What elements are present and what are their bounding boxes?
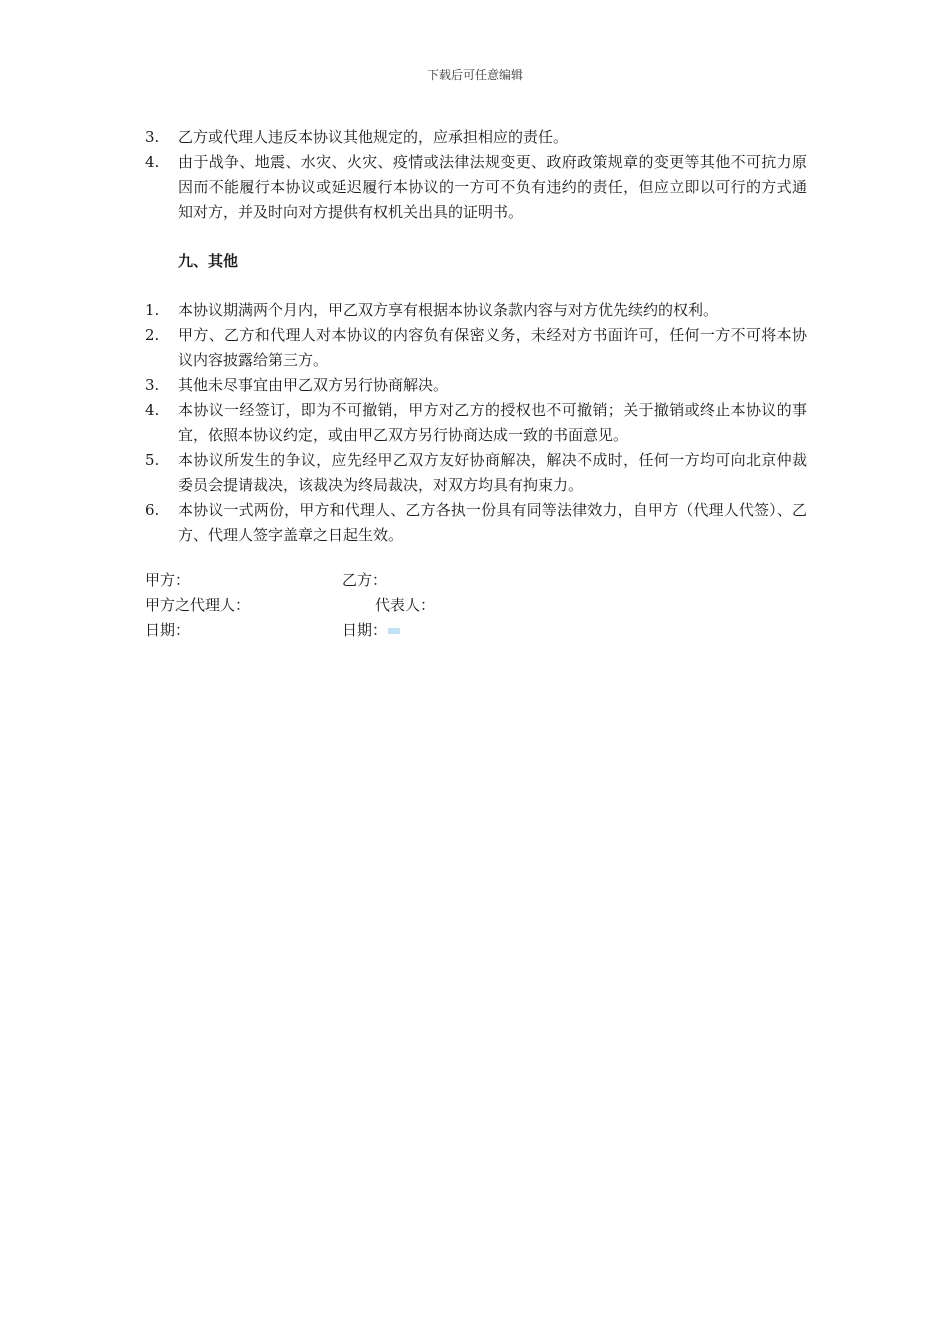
list-item-text: 乙方或代理人违反本协议其他规定的，应承担相应的责任。	[178, 128, 569, 146]
page-header: 下载后可任意编辑	[426, 68, 523, 82]
date-right-label: 日期：	[342, 621, 388, 639]
list-item	[145, 125, 807, 150]
date-right-cell	[342, 618, 807, 643]
list-item-text: 本协议一式两份，甲方和代理人、乙方各执一份具有同等法律效力，自甲方（代理人代签）、乙方、代理人签字盖章之日起生效。	[178, 501, 807, 544]
list-item	[145, 323, 807, 373]
party-a-agent-label: 甲方之代理人：	[145, 596, 251, 614]
representative-label: 代表人：	[375, 596, 436, 614]
list-item	[145, 498, 807, 548]
list-item-number: 1.	[145, 301, 160, 319]
section-heading: 九、其他	[178, 252, 239, 270]
section9-list	[145, 298, 807, 548]
document-body	[145, 125, 807, 643]
party-a-label: 甲方：	[145, 571, 191, 589]
list-item-number: 4.	[145, 401, 160, 419]
list-item-text: 本协议所发生的争议，应先经甲乙双方友好协商解决，解决不成时，任何一方均可向北京仲裁委员会提请裁决，该裁决为终局裁决，对双方均具有拘束力。	[178, 451, 807, 494]
list-item-number: 4.	[145, 153, 160, 171]
list-item	[145, 298, 807, 323]
list-item-text: 甲方、乙方和代理人对本协议的内容负有保密义务，未经对方书面许可，任何一方不可将本协议内容披露给第三方。	[178, 326, 807, 369]
section8-list	[145, 125, 807, 225]
list-item	[145, 448, 807, 498]
list-item-number: 2.	[145, 326, 160, 344]
list-item-number: 3.	[145, 376, 160, 394]
signature-row	[145, 568, 807, 593]
list-item	[145, 373, 807, 398]
list-item-number: 6.	[145, 501, 160, 519]
date-left-label: 日期：	[145, 621, 191, 639]
party-b-label: 乙方：	[342, 571, 388, 589]
signature-row	[145, 618, 807, 643]
list-item-text: 本协议期满两个月内，甲乙双方享有根据本协议条款内容与对方优先续约的权利。	[178, 301, 719, 319]
list-item-number: 3.	[145, 128, 160, 146]
text-highlight-mark	[388, 628, 400, 634]
list-item-text: 其他未尽事宜由甲乙双方另行协商解决。	[178, 376, 449, 394]
signature-block	[145, 568, 807, 643]
list-item-text: 本协议一经签订，即为不可撤销，甲方对乙方的授权也不可撤销；关于撤销或终止本协议的事宜，依照本协议约定，或由甲乙双方另行协商达成一致的书面意见。	[178, 401, 807, 444]
list-item	[145, 398, 807, 448]
list-item-number: 5.	[145, 451, 160, 469]
list-item	[145, 150, 807, 225]
list-item-text: 由于战争、地震、水灾、火灾、疫情或法律法规变更、政府政策规章的变更等其他不可抗力原因而不能履行本协议或延迟履行本协议的一方可不负有违约的责任，但应立即以可行的方式通知对方，并及时向对方提供有权机关出具的证明书。	[178, 153, 807, 221]
signature-row	[145, 593, 807, 618]
